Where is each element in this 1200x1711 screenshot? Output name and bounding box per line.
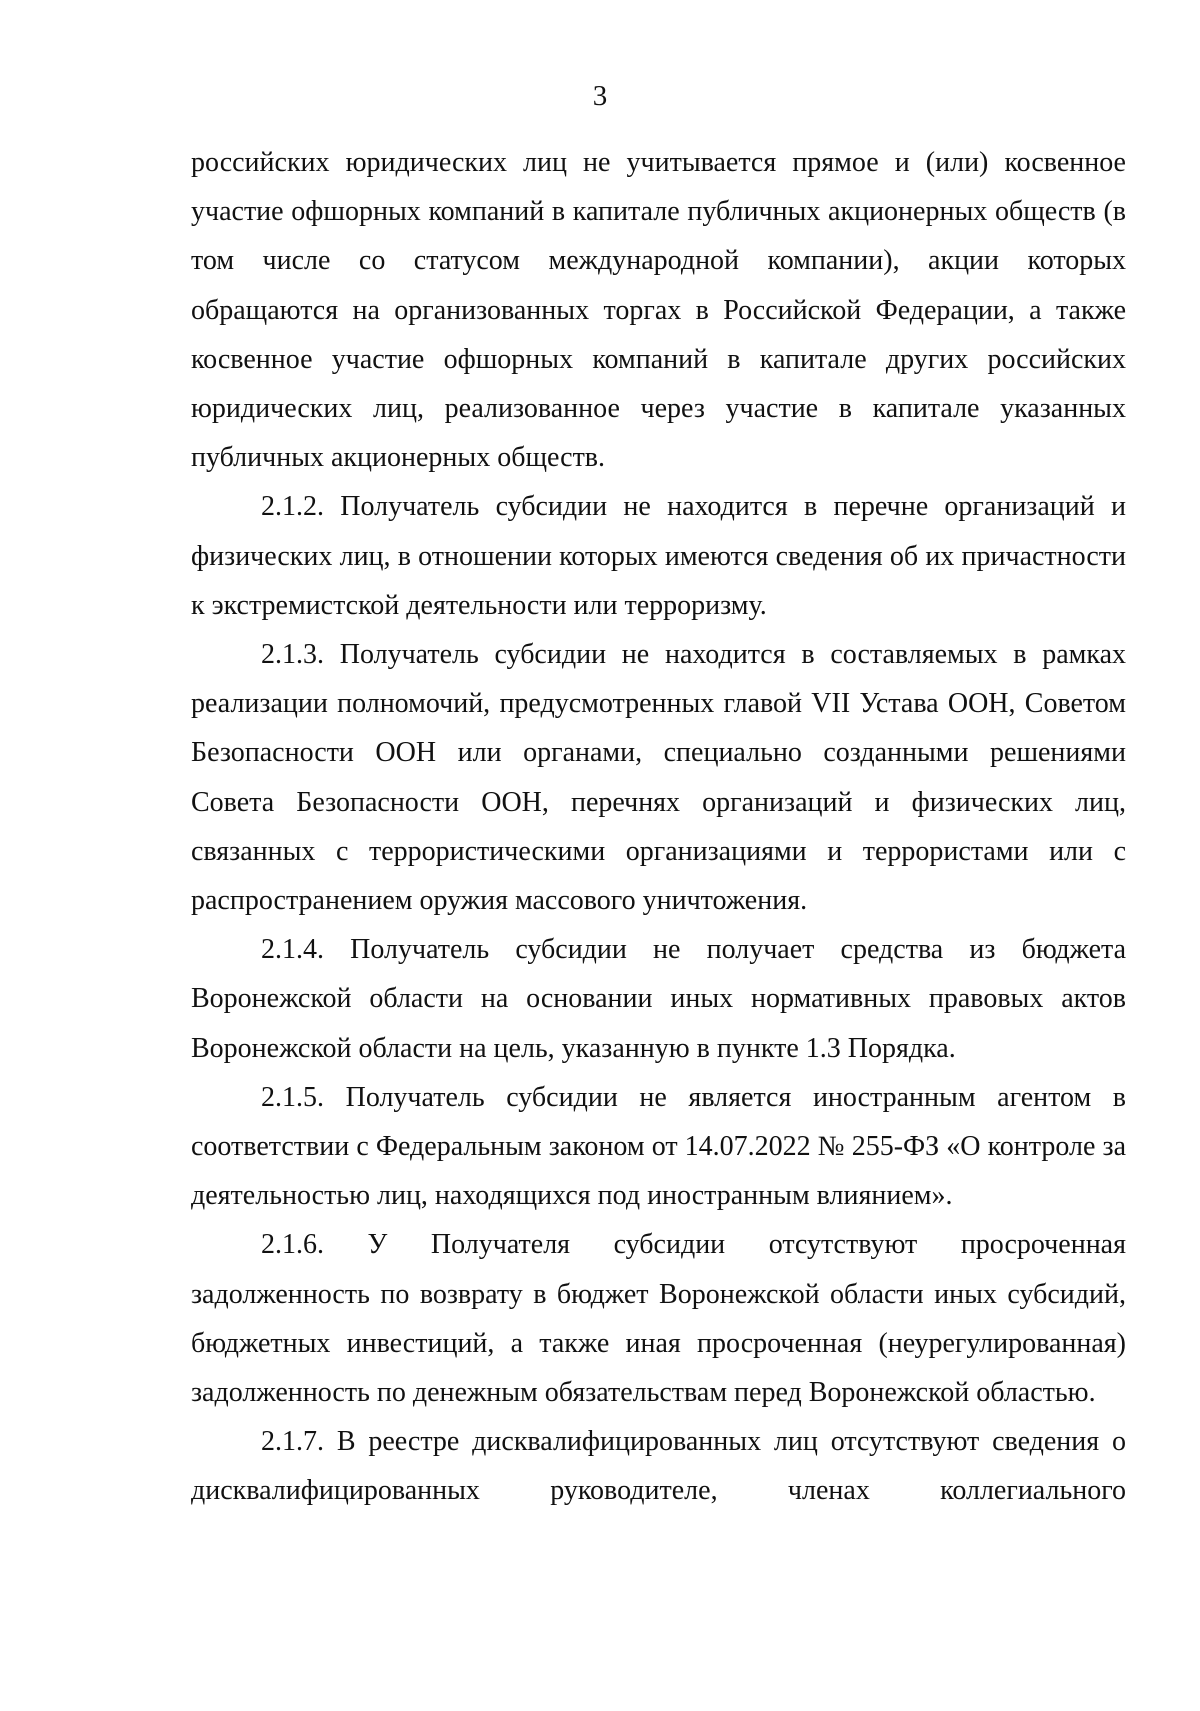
- paragraph-2-1-2: 2.1.2. Получатель субсидии не находится в перечне организаций и физических лиц, в отношении которых имеются сведения об их причастности к экстремистской деятельности или терроризму.: [191, 491, 1126, 621]
- paragraph-2-1-7: 2.1.7. В реестре дисквалифицированных лиц отсутствуют сведения о дисквалифицированных руководителе, членах коллегиального: [191, 1426, 1126, 1507]
- paragraph-2-1-4: 2.1.4. Получатель субсидии не получает средства из бюджета Воронежской области на основании иных нормативных правовых актов Воронежской области на цель, указанную в пункте 1.3 Порядка.: [191, 934, 1126, 1064]
- page-number: 3: [592, 80, 608, 112]
- paragraph-2-1-6: 2.1.6. У Получателя субсидии отсутствуют просроченная задолженность по возврату в бюджет Воронежской области иных субсидий, бюджетных инвестиций, а также иная просроченная (неурегулированная) задолженность по денежным обязательствам перед Воронежской областью.: [191, 1229, 1126, 1409]
- paragraph-2-1-3: 2.1.3. Получатель субсидии не находится в составляемых в рамках реализации полномочий, предусмотренных главой VII Устава ООН, Советом Безопасности ООН или органами, специально созданными решениями Совета Безопасности ООН, перечнях организаций и физических лиц, связанных с террористическими организациями и террористами или с распространением оружия массового уничтожения.: [191, 639, 1126, 917]
- document-body: [191, 138, 1126, 1516]
- paragraph-2-1-5: 2.1.5. Получатель субсидии не является иностранным агентом в соответствии с Федеральным законом от 14.07.2022 № 255-ФЗ «О контроле за деятельностью лиц, находящихся под иностранным влиянием».: [191, 1081, 1126, 1212]
- paragraph-continuation: российских юридических лиц не учитывается прямое и (или) косвенное участие офшорных компаний в капитале публичных акционерных обществ (в том числе со статусом международной компании), акции которых обращаются на организованных торгах в Российской Федерации, а также косвенное участие офшорных компаний в капитале других российских юридических лиц, реализованное через участие в капитале указанных публичных акционерных обществ.: [191, 147, 1126, 474]
